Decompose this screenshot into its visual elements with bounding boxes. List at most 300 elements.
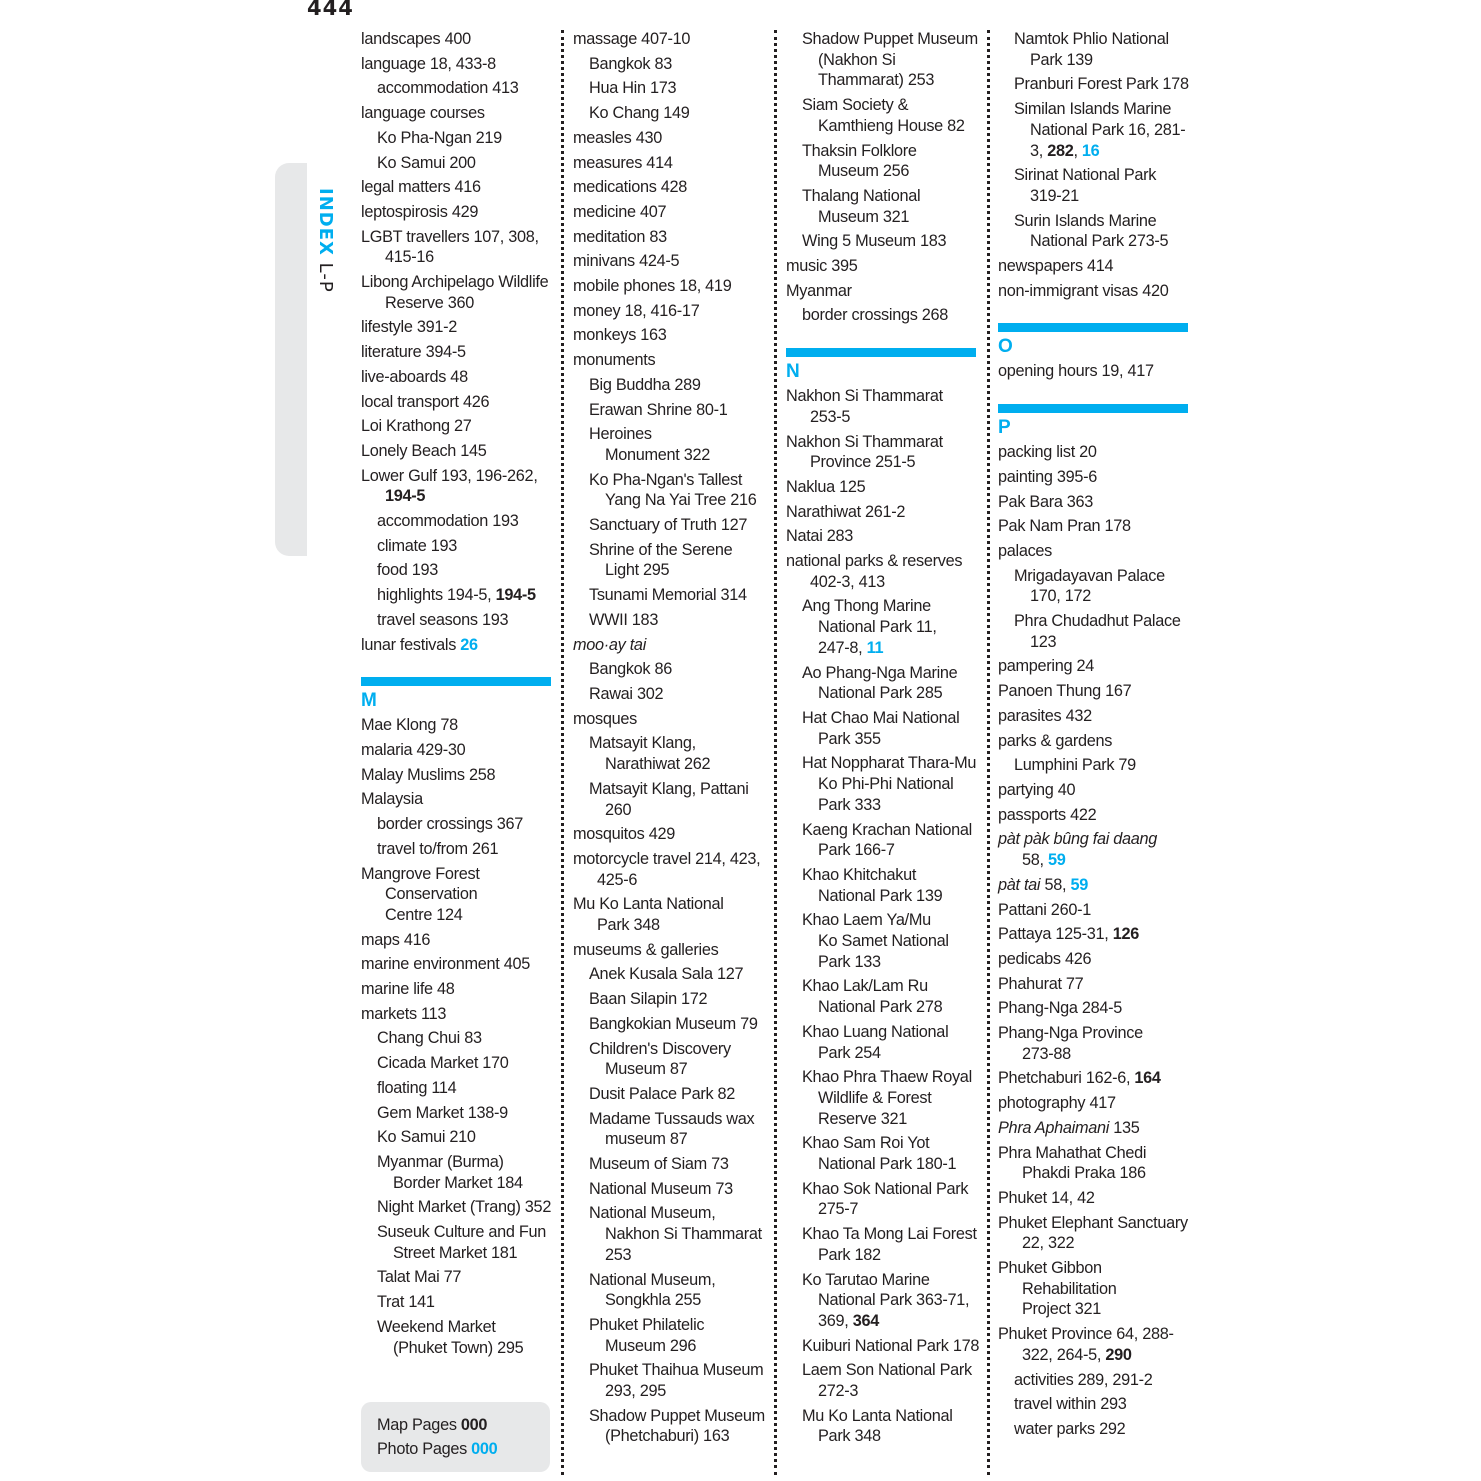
entry-line — [377, 840, 498, 858]
entry-text: pàt pàk bûng fai daang — [998, 830, 1158, 849]
index-subentry — [998, 74, 1193, 95]
entry-line — [573, 277, 731, 295]
section-header — [786, 348, 981, 383]
entry-line — [802, 232, 946, 250]
entry-text: mosquitos 429 — [573, 825, 675, 844]
entry-text: 135 — [1109, 1118, 1140, 1137]
entry-text: Matsayit Klang, Pattani — [589, 779, 749, 798]
section-letter: P — [998, 417, 1011, 439]
entry-line — [998, 925, 1139, 943]
section-header — [361, 677, 556, 712]
index-entry — [786, 256, 981, 277]
index-entry — [361, 317, 556, 338]
entry-text: Museum of Siam 73 — [589, 1155, 729, 1174]
index-entry — [998, 1023, 1193, 1064]
index-subentry — [998, 611, 1193, 652]
entry-line — [589, 104, 690, 122]
index-entry — [998, 467, 1193, 488]
entry-text: Ao Phang-Nga Marine — [802, 663, 958, 682]
entry-text: lifestyle 391-2 — [361, 318, 457, 337]
entry-text: Dusit Palace Park 82 — [589, 1084, 736, 1103]
index-entry — [786, 432, 981, 473]
entry-text: language courses — [361, 104, 485, 123]
index-entry — [573, 350, 768, 371]
entry-text: Khao Lak/Lam Ru — [802, 977, 928, 996]
entry-text: Big Buddha 289 — [589, 375, 701, 394]
index-subentry — [573, 733, 768, 774]
entry-line — [802, 1426, 981, 1447]
index-subentry — [786, 1270, 981, 1332]
map-page-ref: 282 — [1047, 141, 1074, 160]
index-subentry — [361, 814, 556, 835]
entry-text: non-immigrant visas 420 — [998, 281, 1169, 300]
index-entry — [786, 551, 981, 592]
entry-text: Mae Klong 78 — [361, 716, 458, 735]
index-entry — [361, 635, 556, 656]
entry-line — [786, 433, 943, 451]
index-subentry — [361, 1028, 556, 1049]
entry-text: massage 407-10 — [573, 30, 691, 48]
index-entry — [998, 1068, 1193, 1089]
entry-text: Panoen Thung 167 — [998, 682, 1132, 701]
entry-text: Hua Hin 173 — [589, 79, 677, 98]
index-entry — [998, 998, 1193, 1019]
column-divider — [774, 30, 777, 1475]
entry-line — [589, 800, 768, 821]
entry-line — [802, 1088, 981, 1109]
entry-line — [786, 387, 943, 405]
entry-text: Park 348 — [597, 916, 660, 935]
entry-line — [802, 1154, 981, 1175]
section-bar — [998, 404, 1188, 413]
index-entry — [361, 715, 556, 736]
index-subentry — [573, 610, 768, 631]
entry-text: Lower Gulf 193, 196-262, — [361, 466, 538, 485]
entry-line — [802, 774, 981, 795]
entry-line — [589, 1407, 765, 1425]
entry-text: Yang Na Yai Tree 216 — [605, 491, 757, 510]
index-entry — [573, 940, 768, 961]
entry-line — [589, 1110, 754, 1128]
entry-line — [802, 1199, 981, 1220]
entry-text: Khao Ta Mong Lai Forest — [802, 1225, 977, 1244]
section-header — [998, 323, 1193, 358]
entry-text: Rehabilitation — [1022, 1279, 1117, 1298]
entry-line — [589, 1224, 768, 1245]
index-subentry — [573, 78, 768, 99]
entry-line — [1014, 1371, 1153, 1389]
index-entry — [361, 29, 556, 50]
entry-text: Border Market 184 — [393, 1173, 523, 1192]
entry-line — [361, 393, 489, 411]
entry-text: Lumphini Park 79 — [1014, 756, 1136, 775]
entry-text: Chang Chui 83 — [377, 1029, 482, 1048]
entry-line — [377, 1153, 504, 1171]
index-subentry — [786, 1360, 981, 1401]
section-letter: O — [998, 336, 1013, 358]
entry-text: lunar festivals — [361, 635, 461, 654]
index-subentry — [573, 989, 768, 1010]
entry-line — [573, 710, 637, 728]
entry-text: Kuiburi National Park 178 — [802, 1336, 980, 1355]
entry-text: Surin Islands Marine — [1014, 211, 1157, 230]
entry-text: Bangkok 83 — [589, 54, 672, 73]
entry-text: 425-6 — [597, 870, 638, 889]
index-entry — [786, 526, 981, 547]
entry-text: Mangrove Forest — [361, 864, 480, 883]
entry-text: 22, 322 — [1022, 1234, 1075, 1253]
entry-text: Tsunami Memorial 314 — [589, 586, 747, 605]
column-divider — [561, 30, 564, 1475]
entry-text: Khao Luang National — [802, 1022, 949, 1041]
entry-text: Nakhon Si Thammarat — [605, 1225, 762, 1244]
entry-text: marine life 48 — [361, 980, 455, 999]
entry-line — [361, 55, 496, 73]
index-entry — [361, 1004, 556, 1025]
entry-line — [1014, 75, 1189, 93]
entry-line — [377, 1243, 556, 1264]
entry-text: 319-21 — [1030, 186, 1079, 205]
entry-line — [377, 1128, 476, 1146]
index-entry — [573, 128, 768, 149]
photo-page-ref: 11 — [866, 638, 884, 657]
map-page-ref: 126 — [1112, 925, 1139, 944]
index-subentry — [361, 78, 556, 99]
entry-text: Pattani 260-1 — [998, 900, 1091, 919]
entry-line — [998, 1279, 1193, 1300]
entry-line — [802, 207, 981, 228]
entry-line — [802, 952, 981, 973]
index-subentry — [786, 753, 981, 815]
entry-line — [998, 1119, 1140, 1137]
entry-line — [998, 1024, 1143, 1042]
entry-line — [1014, 166, 1156, 184]
entry-line — [998, 468, 1097, 486]
entry-line — [573, 228, 667, 246]
entry-text: Mu Ko Lanta National — [802, 1406, 953, 1425]
index-entry — [361, 930, 556, 951]
section-bar — [786, 348, 976, 357]
entry-text: painting 395-6 — [998, 467, 1097, 486]
entry-line — [361, 1005, 446, 1023]
entry-text: National Park 363-71, — [818, 1291, 970, 1310]
entry-line — [573, 326, 667, 344]
index-subentry — [573, 659, 768, 680]
entry-text: pàt tai — [998, 875, 1041, 894]
entry-text: Khao Sok National Park — [802, 1179, 969, 1198]
entry-text: travel to/from 261 — [377, 839, 499, 858]
entry-text: Thaksin Folklore — [802, 141, 917, 160]
index-subentry — [573, 515, 768, 536]
entry-line — [802, 683, 981, 704]
index-entry — [998, 1213, 1193, 1254]
index-entry — [998, 442, 1193, 463]
entry-line — [802, 1068, 972, 1086]
entry-line — [998, 257, 1113, 275]
entry-text: Phuket Philatelic — [589, 1315, 705, 1334]
entry-text: Park 333 — [818, 795, 881, 814]
index-subentry — [786, 910, 981, 972]
entry-text: Shadow Puppet Museum — [802, 30, 978, 48]
index-entry — [998, 706, 1193, 727]
index-entry — [998, 900, 1193, 921]
entry-line — [998, 362, 1154, 380]
entry-text: Ko Pha-Ngan 219 — [377, 128, 502, 147]
entry-line — [589, 1426, 768, 1447]
entry-text: 415-16 — [385, 248, 434, 267]
entry-text: mobile phones 18, 419 — [573, 277, 732, 296]
entry-text: language 18, 433-8 — [361, 54, 496, 73]
index-column-3 — [786, 29, 981, 1451]
entry-text: Naklua 125 — [786, 477, 866, 496]
entry-line — [998, 830, 1157, 848]
entry-line — [361, 30, 471, 48]
entry-text: Natai 283 — [786, 527, 853, 546]
entry-line — [998, 806, 1096, 824]
entry-text: Malay Muslims 258 — [361, 765, 496, 784]
index-subentry — [573, 684, 768, 705]
index-entry — [998, 1258, 1193, 1320]
entry-line — [377, 1198, 551, 1216]
entry-text: Pak Bara 363 — [998, 492, 1094, 511]
entry-line — [361, 716, 458, 734]
entry-text: partying 40 — [998, 780, 1076, 799]
entry-text: Ko Tarutao Marine — [802, 1270, 930, 1289]
entry-text: Phra Chudadhut Palace — [1014, 612, 1181, 631]
index-entry — [998, 541, 1193, 562]
index-subentry — [786, 820, 981, 861]
index-subentry — [786, 865, 981, 906]
entry-line — [998, 282, 1168, 300]
entry-line — [589, 611, 658, 629]
index-subentry — [573, 375, 768, 396]
entry-line — [589, 55, 672, 73]
entry-line — [1014, 212, 1156, 230]
index-subentry — [573, 540, 768, 581]
index-subentry — [573, 424, 768, 465]
entry-text: Narathiwat 261-2 — [786, 502, 906, 521]
entry-text: Phakdi Praka 186 — [1022, 1164, 1146, 1183]
entry-line — [802, 1043, 981, 1064]
entry-line — [361, 178, 481, 196]
entry-text: Park 133 — [818, 952, 881, 971]
entry-text: National Museum, — [589, 1204, 716, 1223]
index-subentry — [361, 610, 556, 631]
entry-text: Ko Chang 149 — [589, 104, 690, 123]
entry-text: 275-7 — [818, 1200, 859, 1219]
entry-line — [589, 425, 652, 443]
entry-line — [1014, 141, 1193, 162]
index-subentry — [361, 1152, 556, 1193]
entry-text: Matsayit Klang, — [589, 734, 696, 753]
index-subentry — [361, 128, 556, 149]
entry-line — [998, 1345, 1193, 1366]
index-subentry — [786, 1179, 981, 1220]
entry-text: marine environment 405 — [361, 955, 530, 974]
entry-line — [802, 1225, 977, 1243]
index-entry — [361, 466, 556, 507]
index-subentry — [361, 560, 556, 581]
index-entry — [573, 824, 768, 845]
index-subentry — [786, 1133, 981, 1174]
entry-line — [573, 825, 675, 843]
index-subentry — [573, 779, 768, 820]
section-bar — [998, 323, 1188, 332]
entry-text: (Phuket Town) 295 — [393, 1338, 524, 1357]
index-subentry — [998, 566, 1193, 607]
entry-text: monuments — [573, 351, 656, 370]
entry-text: newspapers 414 — [998, 257, 1114, 276]
entry-line — [998, 732, 1112, 750]
index-entry — [573, 227, 768, 248]
entry-line — [589, 1271, 715, 1289]
index-column-2 — [573, 29, 768, 1451]
index-entry — [361, 227, 556, 268]
entry-text: Shrine of the Serene — [589, 540, 733, 559]
entry-line — [573, 351, 655, 369]
index-subentry — [573, 400, 768, 421]
entry-line — [361, 636, 478, 654]
entry-text: Ang Thong Marine — [802, 597, 931, 616]
entry-text: floating 114 — [377, 1078, 457, 1097]
index-subentry — [786, 95, 981, 136]
entry-line — [589, 560, 768, 581]
entry-text: accommodation 193 — [377, 512, 519, 531]
map-page-ref: 194-5 — [385, 487, 426, 506]
index-entry — [998, 829, 1193, 870]
entry-line — [361, 766, 495, 784]
entry-text: Phuket Elephant Sanctuary — [998, 1213, 1188, 1232]
index-entry — [361, 367, 556, 388]
entry-text: Reserve 321 — [818, 1109, 908, 1128]
index-subentry — [361, 839, 556, 860]
entry-line — [377, 129, 502, 147]
index-column-1 — [361, 29, 556, 1362]
index-entry — [998, 974, 1193, 995]
entry-line — [589, 660, 672, 678]
entry-line — [998, 1299, 1193, 1320]
index-subentry — [573, 1270, 768, 1311]
entry-text: Malaysia — [361, 790, 423, 809]
index-entry — [361, 765, 556, 786]
entry-line — [998, 1259, 1102, 1277]
entry-text: National Park 285 — [818, 684, 943, 703]
entry-text: Khao Laem Ya/Mu — [802, 911, 931, 930]
entry-line — [998, 657, 1094, 675]
entry-text: markets 113 — [361, 1004, 447, 1023]
map-pages-value: 000 — [460, 1416, 488, 1434]
entry-text: Phahurat 77 — [998, 974, 1084, 993]
index-subentry — [361, 1053, 556, 1074]
entry-text: Ko Samet National — [818, 932, 949, 951]
entry-line — [786, 527, 853, 545]
column-divider — [987, 30, 990, 1475]
entry-text: Pattaya 125-31, — [998, 925, 1113, 944]
entry-text: Khao Sam Roi Yot — [802, 1134, 930, 1153]
entry-line — [573, 252, 679, 270]
entry-line — [998, 1325, 1174, 1343]
map-pages-label: Map Pages — [377, 1416, 461, 1434]
entry-line — [998, 876, 1088, 894]
entry-text: measles 430 — [573, 128, 663, 147]
entry-line — [589, 1361, 763, 1379]
entry-line — [998, 682, 1131, 700]
index-subentry — [573, 585, 768, 606]
entry-text: Park 355 — [818, 729, 881, 748]
entry-line — [998, 1214, 1188, 1232]
entry-text: Thammarat) 253 — [818, 71, 935, 90]
entry-text: Mrigadayavan Palace — [1014, 566, 1165, 585]
entry-line — [589, 1129, 768, 1150]
index-subentry — [361, 1078, 556, 1099]
index-subentry — [361, 1267, 556, 1288]
index-subentry — [573, 1084, 768, 1105]
entry-line — [786, 452, 981, 473]
index-entry — [998, 681, 1193, 702]
entry-line — [589, 780, 749, 798]
entry-line — [589, 1040, 731, 1058]
entry-text: Laem Son National Park — [802, 1361, 972, 1380]
entry-line — [802, 1023, 948, 1041]
entry-line — [589, 1316, 704, 1334]
entry-line — [1014, 632, 1193, 653]
entry-line — [802, 795, 981, 816]
entry-line — [589, 1015, 758, 1033]
index-entry — [998, 805, 1193, 826]
index-subentry — [998, 1370, 1193, 1391]
entry-text: water parks 292 — [1014, 1419, 1126, 1438]
entry-line — [998, 443, 1097, 461]
entry-text: Shadow Puppet Museum — [589, 1406, 765, 1425]
index-subentry — [361, 1103, 556, 1124]
photo-page-ref: 26 — [460, 635, 478, 654]
index-subentry — [361, 585, 556, 606]
entry-text: 123 — [1030, 632, 1057, 651]
section-bar — [361, 677, 551, 686]
index-entry — [573, 202, 768, 223]
entry-text: legal matters 416 — [361, 178, 481, 197]
entry-line — [802, 729, 981, 750]
entry-line — [802, 597, 931, 615]
entry-text: music 395 — [786, 257, 858, 276]
entry-line — [377, 1173, 556, 1194]
index-entry — [998, 281, 1193, 302]
index-subentry — [998, 29, 1193, 70]
entry-text: Phuket Province 64, 288- — [998, 1325, 1174, 1344]
index-subentry — [361, 153, 556, 174]
entry-text: moo·ay tai — [573, 635, 647, 654]
entry-line — [573, 203, 666, 221]
entry-line — [1014, 756, 1136, 774]
entry-line — [802, 50, 981, 71]
map-page-ref: 364 — [852, 1311, 879, 1330]
entry-line — [802, 709, 960, 727]
entry-line — [361, 931, 430, 949]
entry-text: Bangkokian Museum 79 — [589, 1014, 758, 1033]
entry-text: Kaeng Krachan National — [802, 820, 972, 839]
entry-line — [998, 1163, 1193, 1184]
entry-text: 247-8, — [818, 638, 867, 657]
entry-text: 273-88 — [1022, 1044, 1071, 1063]
entry-line — [573, 178, 687, 196]
entry-text: live-aboards 48 — [361, 367, 468, 386]
photo-page-ref: 16 — [1081, 141, 1100, 160]
entry-line — [589, 1085, 735, 1103]
index-subentry — [361, 1292, 556, 1313]
entry-line — [1014, 567, 1165, 585]
entry-line — [1014, 186, 1193, 207]
entry-line — [377, 1223, 546, 1241]
